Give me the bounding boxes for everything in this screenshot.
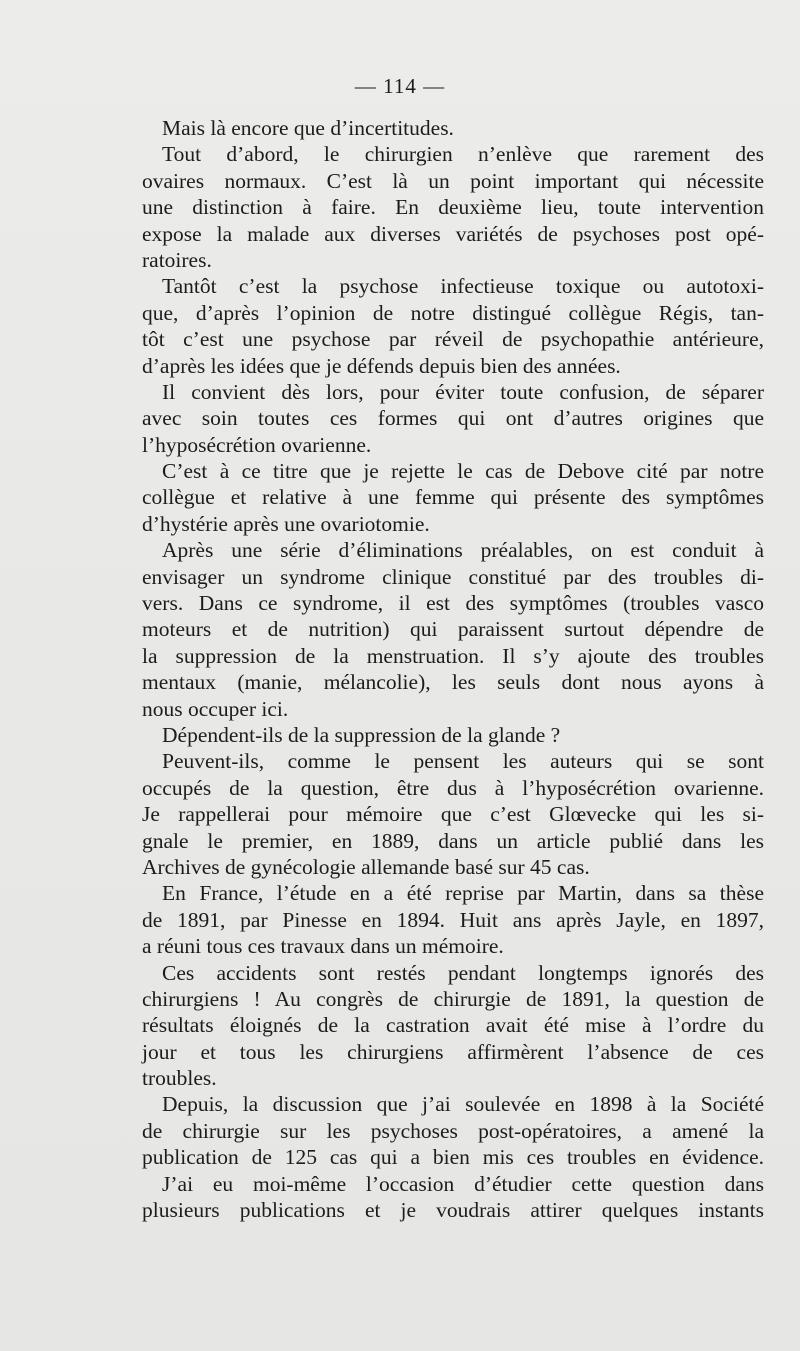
- text-line: ovaires normaux. C’est là un point important qui nécessite: [142, 168, 764, 193]
- text-line: occupés de la question, être dus à l’hyposécrétion ovarienne.: [142, 775, 764, 800]
- text-line: Après une série d’éliminations préalables, on est conduit à: [162, 538, 764, 563]
- text-line: C’est à ce titre que je rejette le cas de Debove cité par notre: [162, 459, 764, 484]
- text-line: Tout d’abord, le chirurgien n’enlève que rarement des: [162, 142, 764, 167]
- text-line: jour et tous les chirurgiens affirmèrent l’absence de ces: [142, 1039, 764, 1064]
- body-text: [142, 115, 764, 1223]
- text-line: Je rappellerai pour mémoire que c’est Glœvecke qui les si-: [142, 802, 764, 827]
- text-line: vers. Dans ce syndrome, il est des symptômes (troubles vasco: [142, 591, 764, 616]
- text-line: troubles.: [142, 1066, 217, 1091]
- text-line: de chirurgie sur les psychoses post-opératoires, a amené la: [142, 1118, 764, 1143]
- text-line: J’ai eu moi-même l’occasion d’étudier cette question dans: [162, 1171, 764, 1196]
- text-line: Il convient dès lors, pour éviter toute confusion, de séparer: [162, 379, 764, 404]
- text-line: d’hystérie après une ovariotomie.: [142, 511, 430, 536]
- text-line: Tantôt c’est la psychose infectieuse toxique ou autotoxi-: [162, 274, 764, 299]
- text-line: moteurs et de nutrition) qui paraissent surtout dépendre de: [142, 617, 764, 642]
- text-line: mentaux (manie, mélancolie), les seuls dont nous ayons à: [142, 670, 764, 695]
- text-line: envisager un syndrome clinique constitué par des troubles di-: [142, 564, 764, 589]
- text-line: l’hyposécrétion ovarienne.: [142, 432, 372, 457]
- text-line: publication de 125 cas qui a bien mis ces troubles en évidence.: [142, 1145, 764, 1170]
- text-line: plusieurs publications et je voudrais attirer quelques instants: [142, 1198, 764, 1223]
- text-line: Peuvent-ils, comme le pensent les auteurs qui se sont: [162, 749, 764, 774]
- text-line: tôt c’est une psychose par réveil de psychopathie antérieure,: [142, 327, 764, 352]
- text-line: d’après les idées que je défends depuis bien des années.: [142, 353, 621, 378]
- text-line: Dépendent-ils de la suppression de la glande ?: [162, 722, 561, 747]
- text-line: Ces accidents sont restés pendant longtemps ignorés des: [162, 960, 764, 985]
- text-line: a réuni tous ces travaux dans un mémoire.: [142, 934, 504, 959]
- text-line: que, d’après l’opinion de notre distingué collègue Régis, tan-: [142, 300, 764, 325]
- text-line: une distinction à faire. En deuxième lieu, toute intervention: [142, 195, 764, 220]
- text-line: résultats éloignés de la castration avait été mise à l’ordre du: [142, 1013, 764, 1038]
- text-line: avec soin toutes ces formes qui ont d’autres origines que: [142, 406, 764, 431]
- text-line: expose la malade aux diverses variétés de psychoses post opé-: [142, 221, 764, 246]
- text-line: ratoires.: [142, 247, 212, 272]
- text-line: la suppression de la menstruation. Il s’y ajoute des troubles: [142, 643, 764, 668]
- text-line: chirurgiens ! Au congrès de chirurgie de 1891, la question de: [142, 986, 764, 1011]
- text-line: En France, l’étude en a été reprise par Martin, dans sa thèse: [162, 881, 764, 906]
- text-line: de 1891, par Pinesse en 1894. Huit ans après Jayle, en 1897,: [142, 907, 764, 932]
- text-line: nous occuper ici.: [142, 696, 289, 721]
- text-line: Mais là encore que d’incertitudes.: [162, 116, 454, 140]
- text-line: Depuis, la discussion que j’ai soulevée en 1898 à la Société: [162, 1092, 764, 1117]
- text-line: Archives de gynécologie allemande basé sur 45 cas.: [142, 854, 590, 879]
- text-line: collègue et relative à une femme qui présente des symptômes: [142, 485, 764, 510]
- text-line: gnale le premier, en 1889, dans un article publié dans les: [142, 828, 764, 853]
- page-number: — 114 —: [354, 74, 446, 98]
